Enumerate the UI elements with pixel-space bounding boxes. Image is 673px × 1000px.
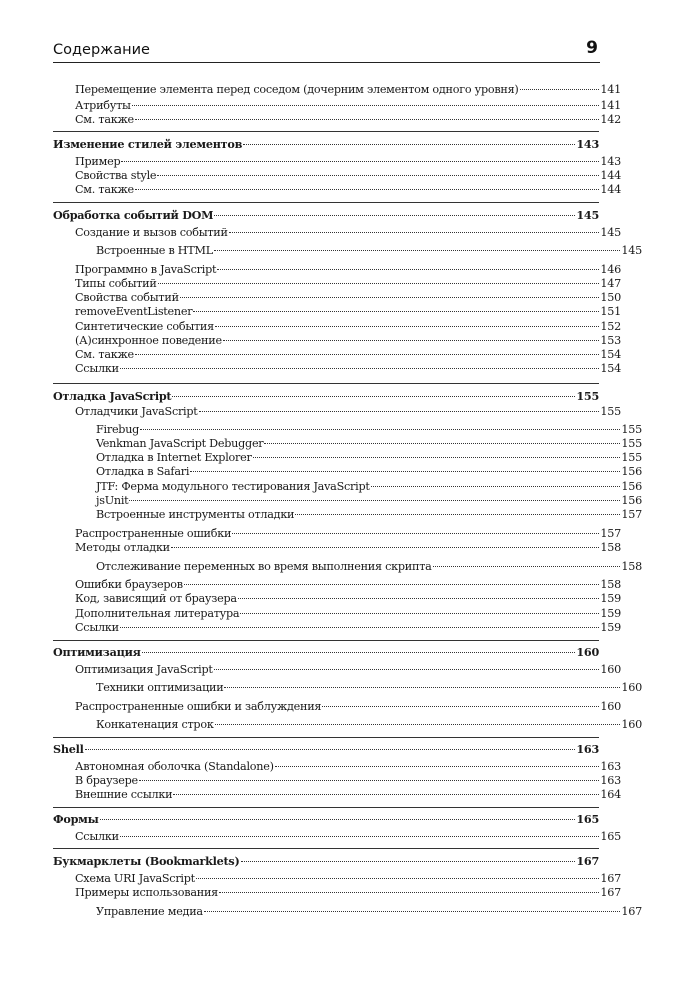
section-separator <box>53 131 599 132</box>
toc-entry-title: Атрибуты <box>75 99 131 112</box>
toc-entry[interactable] <box>53 886 621 900</box>
toc-entry-page: 144 <box>600 183 621 196</box>
dot-leader <box>433 566 621 567</box>
toc-entry[interactable] <box>53 681 642 695</box>
toc-entry-title: Shell <box>53 742 84 756</box>
dot-leader <box>219 892 599 893</box>
dot-leader <box>135 189 600 190</box>
toc-entry-page: 152 <box>600 320 621 333</box>
dot-leader <box>85 749 576 750</box>
dot-leader <box>180 297 600 298</box>
toc-entry[interactable] <box>53 494 642 508</box>
dot-leader <box>214 215 575 216</box>
dot-leader <box>204 911 621 912</box>
toc-entry-page: 167 <box>621 905 642 918</box>
toc-entry[interactable] <box>53 263 621 277</box>
toc-entry-page: 156 <box>621 465 642 478</box>
toc-entry-page: 160 <box>600 700 621 713</box>
toc-entry-title: jsUnit <box>96 494 129 507</box>
toc-entry-page: 141 <box>600 83 621 96</box>
dot-leader <box>173 794 599 795</box>
dot-leader <box>253 457 621 458</box>
toc-entry[interactable] <box>53 578 621 592</box>
dot-leader <box>142 652 576 653</box>
toc-entry[interactable] <box>53 291 621 305</box>
toc-entry-title: См. также <box>75 113 134 126</box>
toc-entry[interactable] <box>53 155 621 169</box>
running-header <box>53 40 600 63</box>
dot-leader <box>135 119 600 120</box>
toc-entry[interactable] <box>53 508 642 522</box>
dot-leader <box>140 429 620 430</box>
toc-entry[interactable] <box>53 305 621 319</box>
toc-entry-title: Формы <box>53 812 99 826</box>
toc-entry-title: Отслеживание переменных во время выполнения скрипта <box>96 560 432 573</box>
toc-entry[interactable] <box>53 183 621 197</box>
dot-leader <box>139 780 599 781</box>
dot-leader <box>120 368 600 369</box>
toc-entry[interactable] <box>53 480 642 494</box>
toc-entry-page: 145 <box>576 208 599 222</box>
toc-entry-page: 158 <box>600 578 621 591</box>
toc-chapter-entry[interactable] <box>53 854 599 868</box>
dot-leader <box>132 105 600 106</box>
toc-entry-title: Техники оптимизации <box>96 681 224 694</box>
toc-entry[interactable] <box>53 760 621 774</box>
toc-entry-title: Отладка в Internet Explorer <box>96 451 252 464</box>
toc-entry-title: Конкатенация строк <box>96 718 214 731</box>
toc-entry-title: Схема URI JavaScript <box>75 872 195 885</box>
dot-leader <box>223 340 600 341</box>
toc-entry-page: 146 <box>600 263 621 276</box>
toc-entry-page: 160 <box>576 645 599 659</box>
toc-entry-page: 141 <box>600 99 621 112</box>
dot-leader <box>215 326 599 327</box>
toc-entry[interactable] <box>53 560 642 574</box>
toc-entry-title: Отладка JavaScript <box>53 389 172 403</box>
toc-entry-page: 145 <box>600 226 621 239</box>
toc-entry-page: 164 <box>600 788 621 801</box>
toc-entry-title: Отладка в Safari <box>96 465 190 478</box>
toc-entry-page: 165 <box>600 830 621 843</box>
toc-entry[interactable] <box>53 527 621 541</box>
dot-leader <box>214 669 600 670</box>
dot-leader <box>121 161 599 162</box>
toc-entry-title: Ссылки <box>75 362 119 375</box>
toc-entry[interactable] <box>53 99 621 113</box>
toc-entry[interactable] <box>53 465 642 479</box>
toc-entry-title: Ссылки <box>75 830 119 843</box>
dot-leader <box>193 311 599 312</box>
toc-entry-title: Распространенные ошибки и заблуждения <box>75 700 322 713</box>
toc-entry-title: Оптимизация <box>53 645 141 659</box>
toc-entry-title: Обработка событий DOM <box>53 208 214 222</box>
dot-leader <box>275 766 600 767</box>
toc-entry[interactable] <box>53 774 621 788</box>
section-separator <box>53 640 599 641</box>
toc-chapter-entry[interactable] <box>53 742 599 756</box>
toc-entry-title: Распространенные ошибки <box>75 527 232 540</box>
toc-entry[interactable] <box>53 244 642 258</box>
toc-entry[interactable] <box>53 905 642 919</box>
toc-entry[interactable] <box>53 348 621 362</box>
toc-entry-page: 144 <box>600 169 621 182</box>
dot-leader <box>120 836 600 837</box>
dot-leader <box>264 443 620 444</box>
toc-entry-title: JTF: Ферма модульного тестирования JavaScript <box>96 480 370 493</box>
toc-entry-page: 159 <box>600 607 621 620</box>
toc-entry-title: Типы событий <box>75 277 157 290</box>
toc-entry-title: Свойства событий <box>75 291 179 304</box>
header-title: Содержание <box>53 42 150 58</box>
toc-entry-title: Дополнительная литература <box>75 607 240 620</box>
toc-entry[interactable] <box>53 113 621 127</box>
toc-chapter-entry[interactable] <box>53 389 599 403</box>
toc-entry[interactable] <box>53 437 642 451</box>
dot-leader <box>184 584 600 585</box>
toc-entry-page: 167 <box>600 886 621 899</box>
toc-entry-page: 160 <box>621 718 642 731</box>
toc-entry-title: Создание и вызов событий <box>75 226 228 239</box>
toc-chapter-entry[interactable] <box>53 208 599 222</box>
dot-leader <box>196 878 599 879</box>
toc-entry-page: 163 <box>576 742 599 756</box>
dot-leader <box>215 724 621 725</box>
dot-leader <box>214 250 620 251</box>
toc-entry-title: Ссылки <box>75 621 119 634</box>
dot-leader <box>157 175 599 176</box>
toc-entry[interactable] <box>53 334 621 348</box>
toc-entry-title: Отладчики JavaScript <box>75 405 198 418</box>
toc-chapter-entry[interactable] <box>53 645 599 659</box>
toc-entry[interactable] <box>53 405 621 419</box>
section-separator <box>53 202 599 203</box>
dot-leader <box>199 411 600 412</box>
toc-entry-title: Примеры использования <box>75 886 218 899</box>
toc-entry-title: Пример <box>75 155 121 168</box>
toc-entry-page: 163 <box>600 774 621 787</box>
toc-entry-title: Свойства style <box>75 169 157 182</box>
dot-leader <box>224 687 620 688</box>
toc-entry-page: 145 <box>621 244 642 257</box>
toc-entry-page: 155 <box>621 423 642 436</box>
toc-entry-title: Встроенные в HTML <box>96 244 213 257</box>
toc-entry-page: 163 <box>600 760 621 773</box>
toc-entry[interactable] <box>53 830 621 844</box>
section-separator <box>53 737 599 738</box>
toc-chapter-entry[interactable] <box>53 137 599 151</box>
dot-leader <box>229 232 600 233</box>
dot-leader <box>172 396 575 397</box>
dot-leader <box>171 547 600 548</box>
toc-entry-title: Букмарклеты (Bookmarklets) <box>53 854 240 868</box>
dot-leader <box>520 89 600 90</box>
dot-leader <box>322 706 599 707</box>
toc-entry[interactable] <box>53 226 621 240</box>
toc-chapter-entry[interactable] <box>53 812 599 826</box>
dot-leader <box>120 627 600 628</box>
section-separator <box>53 807 599 808</box>
toc-entry-title: Управление медиа <box>96 905 203 918</box>
toc-entry[interactable] <box>53 541 621 555</box>
dot-leader <box>100 819 576 820</box>
toc-entry-page: 155 <box>600 405 621 418</box>
dot-leader <box>295 514 620 515</box>
toc-entry-page: 150 <box>600 291 621 304</box>
toc-entry-title: Встроенные инструменты отладки <box>96 508 295 521</box>
toc-entry-page: 155 <box>621 437 642 450</box>
toc-entry-page: 143 <box>576 137 599 151</box>
dot-leader <box>232 533 599 534</box>
toc-entry-page: 167 <box>576 854 599 868</box>
toc-entry-title: Методы отладки <box>75 541 170 554</box>
toc-entry-title: Программно в JavaScript <box>75 263 217 276</box>
toc-entry-title: removeEventListener <box>75 305 193 318</box>
toc-entry-page: 154 <box>600 362 621 375</box>
toc-entry-page: 143 <box>600 155 621 168</box>
toc-entry-title: См. также <box>75 348 134 361</box>
toc-entry-title: Venkman JavaScript Debugger <box>96 437 264 450</box>
toc-entry-title: Синтетические события <box>75 320 214 333</box>
dot-leader <box>158 283 600 284</box>
dot-leader <box>240 613 599 614</box>
toc-entry-title: Автономная оболочка (Standalone) <box>75 760 274 773</box>
dot-leader <box>243 144 575 145</box>
toc-entry-page: 151 <box>600 305 621 318</box>
dot-leader <box>135 354 600 355</box>
dot-leader <box>371 486 621 487</box>
toc-entry-page: 165 <box>576 812 599 826</box>
section-separator <box>53 383 599 384</box>
toc-entry-page: 147 <box>600 277 621 290</box>
toc-entry-title: Код, зависящий от браузера <box>75 592 237 605</box>
toc-entry[interactable] <box>53 700 621 714</box>
toc-entry[interactable] <box>53 169 621 183</box>
toc-entry-title: (А)синхронное поведение <box>75 334 222 347</box>
dot-leader <box>241 861 576 862</box>
toc-entry-title: Firebug <box>96 423 140 436</box>
toc-entry-title: См. также <box>75 183 134 196</box>
toc-entry-page: 156 <box>621 494 642 507</box>
toc-entry-title: В браузере <box>75 774 138 787</box>
toc-entry[interactable] <box>53 607 621 621</box>
toc-entry[interactable] <box>53 83 621 97</box>
toc-entry[interactable] <box>53 592 621 606</box>
toc-entry[interactable] <box>53 451 642 465</box>
dot-leader <box>217 269 599 270</box>
toc-entry-title: Внешние ссылки <box>75 788 173 801</box>
toc-entry-page: 142 <box>600 113 621 126</box>
toc-entry[interactable] <box>53 621 621 635</box>
toc-entry-page: 167 <box>600 872 621 885</box>
toc-entry-page: 157 <box>621 508 642 521</box>
toc-entry-page: 154 <box>600 348 621 361</box>
section-separator <box>53 848 599 849</box>
toc-entry-page: 156 <box>621 480 642 493</box>
toc-entry[interactable] <box>53 320 621 334</box>
toc-entry-page: 159 <box>600 592 621 605</box>
toc-entry-page: 157 <box>600 527 621 540</box>
dot-leader <box>129 500 620 501</box>
toc-entry-page: 160 <box>621 681 642 694</box>
toc-entry-title: Оптимизация JavaScript <box>75 663 213 676</box>
toc-entry-page: 159 <box>600 621 621 634</box>
toc-entry[interactable] <box>53 788 621 802</box>
toc-entry[interactable] <box>53 362 621 376</box>
toc-entry-page: 153 <box>600 334 621 347</box>
dot-leader <box>190 471 620 472</box>
toc-entry-page: 158 <box>621 560 642 573</box>
toc-entry-page: 155 <box>621 451 642 464</box>
toc-entry[interactable] <box>53 872 621 886</box>
header-page-number: 9 <box>586 38 598 58</box>
toc-entry-title: Изменение стилей элементов <box>53 137 243 151</box>
toc-entry-page: 155 <box>576 389 599 403</box>
toc-entry[interactable] <box>53 718 642 732</box>
toc-entry-title: Ошибки браузеров <box>75 578 183 591</box>
toc-entry[interactable] <box>53 277 621 291</box>
toc-entry-page: 158 <box>600 541 621 554</box>
dot-leader <box>238 598 600 599</box>
toc-entry[interactable] <box>53 663 621 677</box>
toc-entry[interactable] <box>53 423 642 437</box>
toc-entry-page: 160 <box>600 663 621 676</box>
toc-entry-title: Перемещение элемента перед соседом (дочерним элементом одного уровня) <box>75 83 519 96</box>
